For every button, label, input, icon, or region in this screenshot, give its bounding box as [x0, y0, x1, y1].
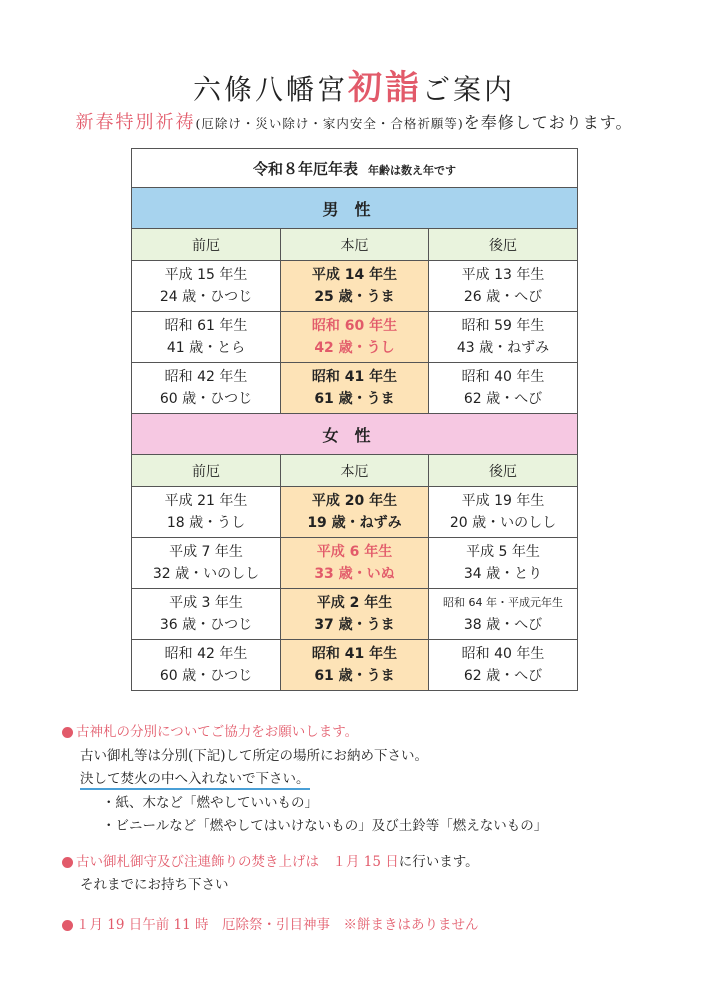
table-row [132, 589, 578, 640]
cell-main: 平成 20 年生 19 歳・ねずみ [281, 487, 429, 538]
col-zenyaku: 前厄 [132, 455, 281, 487]
cell-post: 昭和 40 年生 62 歳・へび [429, 363, 578, 414]
note1-line1: 古い御札等は分別(下記)して所定の場所にお納め下さい。 [80, 748, 429, 764]
cell-post: 平成 13 年生 26 歳・へび [429, 261, 578, 312]
bullet-icon [62, 727, 73, 738]
bullet-icon [62, 857, 73, 868]
cell-post: 昭和 40 年生 62 歳・へび [429, 640, 578, 691]
note3: １月 19 日午前 11 時 厄除祭・引目神事 ※餅まきはありません [62, 913, 479, 933]
cell-pre: 昭和 42 年生 60 歳・ひつじ [132, 640, 281, 691]
cell-main: 平成 14 年生 25 歳・うま [281, 261, 429, 312]
table-note: 年齢は数え年です [368, 163, 457, 177]
title-shrine: 六條八幡宮 [192, 73, 348, 106]
cell-post: 昭和 59 年生 43 歳・ねずみ [429, 312, 578, 363]
yakudoshi-table [131, 148, 578, 691]
col-atoyaku: 後厄 [429, 229, 578, 261]
col-honyaku: 本厄 [281, 229, 429, 261]
table-row [132, 312, 578, 363]
note1-line4: ・ビニールなど「燃やしてはいけないもの」及び土鈴等「燃えないもの」 [102, 818, 548, 834]
subtitle-post: を奉修しております。 [463, 113, 633, 132]
cell-pre: 平成 15 年生 24 歳・ひつじ [132, 261, 281, 312]
subtitle-paren: (厄除け・災い除け・家内安全・合格祈願等) [195, 116, 464, 131]
col-honyaku: 本厄 [281, 455, 429, 487]
title-annai: ご案内 [422, 73, 516, 106]
table-row [132, 487, 578, 538]
cell-main: 昭和 41 年生 61 歳・うま [281, 640, 429, 691]
cell-post: 平成 19 年生 20 歳・いのしし [429, 487, 578, 538]
note1-line2: 決して焚火の中へ入れないで下さい。 [80, 767, 310, 787]
cell-pre: 平成 7 年生 32 歳・いのしし [132, 538, 281, 589]
cell-pre: 昭和 42 年生 60 歳・ひつじ [132, 363, 281, 414]
cell-pre: 昭和 61 年生 41 歳・とら [132, 312, 281, 363]
cell-main: 平成 2 年生 37 歳・うま [281, 589, 429, 640]
note2-line2: それまでにお持ち下さい [80, 877, 229, 893]
title-hatsumode: 初詣 [348, 68, 422, 108]
cell-pre: 平成 3 年生 36 歳・ひつじ [132, 589, 281, 640]
note2-line1: 古い御札御守及び注連飾りの焚き上げは １月 15 日に行います。 [62, 850, 479, 870]
table-title: 令和８年厄年表 [253, 159, 359, 178]
col-zenyaku: 前厄 [132, 229, 281, 261]
female-band: 女性 [132, 414, 578, 455]
bullet-icon [62, 920, 73, 931]
subtitle-kito: 新春特別祈祷 [75, 112, 196, 133]
subtitle [0, 108, 708, 134]
cell-main: 昭和 60 年生 42 歳・うし [281, 312, 429, 363]
cell-pre: 平成 21 年生 18 歳・うし [132, 487, 281, 538]
table-row [132, 363, 578, 414]
page-title [0, 60, 708, 109]
note1-heading: 古神札の分別についてご協力をお願いします。 [62, 720, 358, 740]
table-row [132, 640, 578, 691]
cell-main: 平成 6 年生 33 歳・いぬ [281, 538, 429, 589]
note1-line3: ・紙、木など「燃やしていいもの」 [102, 795, 318, 811]
cell-post: 平成 5 年生 34 歳・とり [429, 538, 578, 589]
table-row [132, 538, 578, 589]
col-atoyaku: 後厄 [429, 455, 578, 487]
table-title-cell [132, 149, 578, 188]
male-band: 男性 [132, 188, 578, 229]
cell-main: 昭和 41 年生 61 歳・うま [281, 363, 429, 414]
table-row [132, 261, 578, 312]
cell-post: 昭和 64 年・平成元年生 38 歳・へび [429, 589, 578, 640]
